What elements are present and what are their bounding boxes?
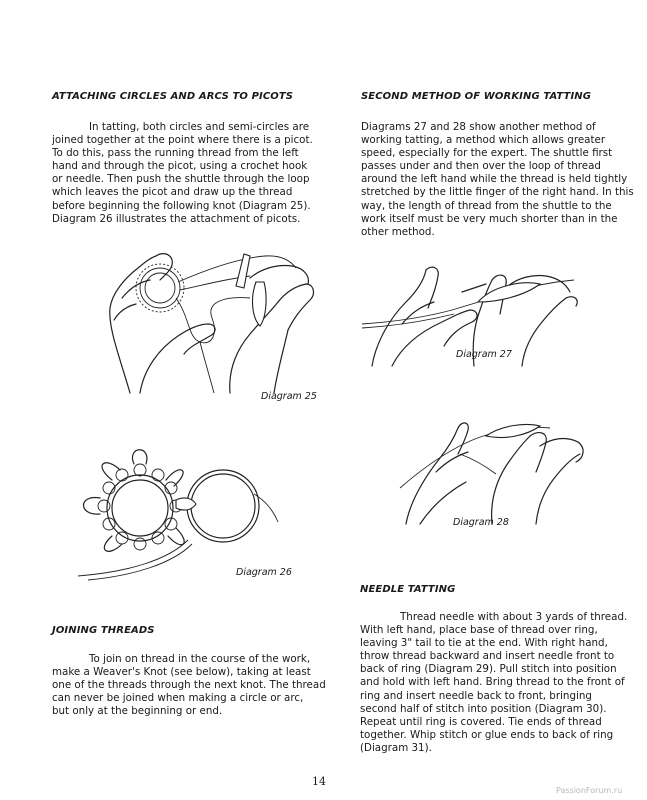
second-method-heading: SECOND METHOD OF WORKING TATTING: [361, 91, 592, 102]
attaching-line: In tatting, both circles and semi-circles are: [89, 121, 310, 133]
attaching-line: or needle. Then push the shuttle through the loop: [52, 173, 310, 186]
needle-tatting-line: (Diagram 31).: [360, 741, 432, 754]
second-method-line: way, the length of thread from the shuttle to the: [361, 199, 612, 212]
needle-tatting-line: Repeat until ring is covered. Tie ends of thread: [360, 715, 602, 728]
needle-tatting-line: throw thread backward and insert needle front to: [360, 650, 615, 663]
joining-paragraph: [52, 653, 347, 718]
needle-tatting-line: Thread needle with about 3 yards of thread.: [400, 611, 628, 623]
needle-tatting-heading: NEEDLE TATTING: [360, 584, 456, 595]
diagram-25-caption: Diagram 25: [261, 391, 317, 402]
second-method-line: passes under and then over the loop of thread: [361, 160, 601, 173]
attaching-line: hand and through the picot, using a crochet hook: [52, 160, 308, 173]
second-method-line: work itself must be very much shorter than in the: [361, 212, 618, 225]
attaching-line: Diagram 26 illustrates the attachment of picots.: [52, 212, 301, 225]
needle-tatting-line: leaving 3" tail to tie at the end. With right hand,: [360, 637, 608, 650]
second-method-line: Diagrams 27 and 28 show another method of: [361, 121, 596, 133]
attaching-line: which leaves the picot and draw up the thread: [52, 186, 293, 199]
diagram-25-illustration: [100, 238, 330, 396]
needle-tatting-line: back of ring (Diagram 29). Pull stitch into position: [360, 663, 617, 676]
joining-line: one of the threads through the next knot. The thread: [52, 679, 326, 692]
joining-line: make a Weaver's Knot (see below), taking at least: [52, 666, 311, 679]
attaching-paragraph: [52, 121, 342, 226]
needle-tatting-line: together. Whip stitch or glue ends to back of ring: [360, 728, 614, 741]
watermark: PassionForum.ru: [556, 786, 623, 795]
diagram-27-caption: Diagram 27: [456, 349, 512, 360]
attaching-line: To do this, pass the running thread from the left: [52, 147, 299, 160]
second-method-line: other method.: [361, 225, 435, 238]
second-method-line: working tatting, a method which allows greater: [361, 134, 606, 147]
joining-line: To join on thread in the course of the work,: [89, 653, 311, 665]
needle-tatting-line: and hold with left hand. Bring thread to the front of: [360, 676, 625, 689]
joining-heading: JOINING THREADS: [52, 625, 155, 636]
attaching-line: before beginning the following knot (Diagram 25).: [52, 199, 311, 212]
attaching-line: joined together at the point where there is a picot.: [52, 134, 313, 147]
page-number: 14: [312, 775, 326, 788]
second-method-line: speed, especially for the expert. The shuttle first: [361, 147, 613, 160]
second-method-line: stretched by the little finger of the right hand. In this: [361, 186, 634, 199]
diagram-28-illustration: [400, 412, 586, 524]
needle-tatting-line: With left hand, place base of thread over ring,: [360, 624, 598, 637]
needle-tatting-paragraph: [360, 611, 642, 755]
joining-line: can never be joined when making a circle or arc,: [52, 692, 304, 705]
needle-tatting-line: ring and insert needle back to front, bringing: [360, 689, 592, 702]
diagram-28-caption: Diagram 28: [453, 517, 509, 528]
attaching-heading: ATTACHING CIRCLES AND ARCS TO PICOTS: [52, 91, 294, 102]
second-method-paragraph: [361, 121, 641, 239]
second-method-line: around the left hand while the thread is held tightly: [361, 173, 628, 186]
diagram-26-caption: Diagram 26: [236, 567, 292, 578]
needle-tatting-line: second half of stitch into position (Diagram 30).: [360, 702, 607, 715]
diagram-26-illustration: [68, 440, 283, 580]
joining-line: but only at the beginning or end.: [52, 705, 223, 718]
